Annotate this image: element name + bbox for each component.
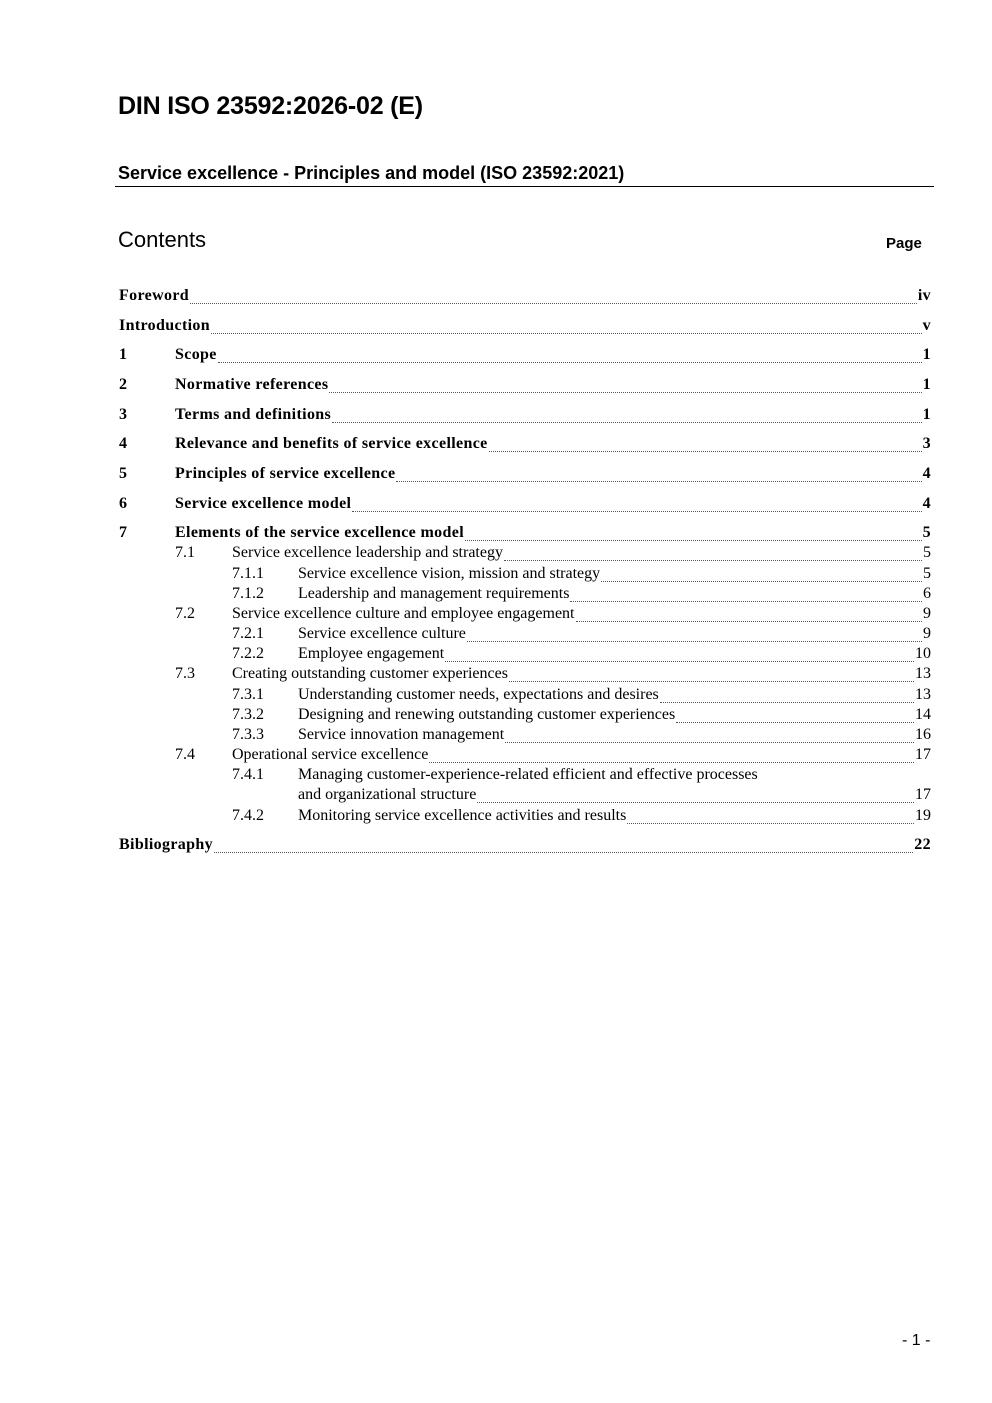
toc-entry-title: Normative references	[175, 376, 329, 393]
page-column-heading: Page	[886, 235, 922, 252]
toc-entry-7-3[interactable]	[175, 665, 931, 685]
toc-entry-number: 4	[119, 435, 128, 452]
toc-leader	[601, 581, 922, 582]
toc-leader	[660, 702, 914, 703]
toc-leader	[627, 823, 914, 824]
toc-entry-page: 1	[922, 376, 931, 393]
toc-entry-page: iv	[917, 287, 931, 304]
title-rule	[115, 186, 934, 187]
toc-entry-number: 7.3.2	[232, 706, 264, 723]
toc-entry-page: 4	[922, 495, 931, 512]
toc-entry-7-4-1[interactable]	[298, 786, 931, 806]
page-number: - 1 -	[902, 1332, 931, 1349]
toc-entry-number: 3	[119, 406, 128, 423]
toc-entry-number: 7.4.1	[232, 766, 264, 783]
toc-entry-title: Service excellence vision, mission and strategy	[298, 565, 601, 582]
toc-leader	[477, 802, 914, 803]
toc-entry-title: Bibliography	[119, 836, 214, 853]
toc-leader	[467, 641, 922, 642]
toc-leader	[190, 303, 917, 304]
contents-heading: Contents	[118, 227, 207, 252]
toc-entry-title: Leadership and management requirements	[298, 585, 570, 602]
toc-entry-title: Managing customer-experience-related efficient and effective processes	[298, 766, 758, 783]
toc-entry-page: 14	[915, 706, 931, 723]
toc-entry-number: 7.2.1	[232, 625, 264, 642]
toc-entry-7-3-1[interactable]	[232, 686, 931, 706]
toc-leader	[489, 451, 922, 452]
toc-entry-page: 6	[923, 585, 931, 602]
toc-entry-page: 9	[923, 625, 931, 642]
toc-entry-7-4-1-line1[interactable]	[232, 766, 758, 784]
toc-leader	[445, 661, 914, 662]
toc-leader	[676, 722, 914, 723]
toc-entry-page: 4	[922, 465, 931, 482]
toc-leader	[576, 621, 923, 622]
toc-entry-title: Designing and renewing outstanding customer experiences	[298, 706, 676, 723]
toc-entry-number: 7.2	[175, 605, 195, 622]
toc-entry-terms-and-definitions[interactable]	[119, 406, 931, 426]
toc-entry-number: 7.4	[175, 746, 195, 763]
toc-entry-page: 17	[915, 746, 931, 763]
toc-leader	[352, 511, 921, 512]
toc-entry-normative-references[interactable]	[119, 376, 931, 396]
toc-entry-number: 7.1.1	[232, 565, 264, 582]
toc-entry-page: 13	[915, 665, 931, 682]
toc-entry-page: 10	[915, 645, 931, 662]
toc-entry-service-excellence-model[interactable]	[119, 495, 931, 515]
toc-entry-title: Foreword	[119, 287, 190, 304]
toc-entry-page: 3	[922, 435, 931, 452]
toc-entry-title: Operational service excellence	[232, 746, 429, 763]
toc-entry-elements[interactable]	[119, 524, 931, 544]
toc-entry-page: 13	[915, 686, 931, 703]
toc-entry-title-continued: and organizational structure	[298, 786, 477, 803]
toc-leader	[214, 852, 913, 853]
toc-entry-title: Terms and definitions	[175, 406, 332, 423]
toc-entry-page: 17	[915, 786, 931, 803]
toc-leader	[211, 333, 922, 334]
toc-entry-number: 7.1.2	[232, 585, 264, 602]
toc-entry-foreword[interactable]	[119, 287, 931, 307]
toc-entry-bibliography[interactable]	[119, 836, 931, 856]
toc-leader	[570, 601, 922, 602]
toc-entry-title: Understanding customer needs, expectations and desires	[298, 686, 659, 703]
toc-entry-number: 7.3.3	[232, 726, 264, 743]
toc-leader	[429, 762, 914, 763]
document-subtitle: Service excellence - Principles and model (ISO 23592:2021)	[118, 163, 625, 183]
toc-entry-title: Monitoring service excellence activities and results	[298, 807, 627, 824]
document-title: DIN ISO 23592:2026-02 (E)	[118, 92, 423, 120]
toc-entry-7-1-2[interactable]	[232, 585, 931, 605]
toc-entry-number: 7.3	[175, 665, 195, 682]
toc-leader	[396, 481, 921, 482]
toc-entry-page: 5	[922, 524, 931, 541]
toc-leader	[218, 362, 922, 363]
toc-leader	[465, 540, 922, 541]
toc-entry-title: Elements of the service excellence model	[175, 524, 465, 541]
toc-entry-7-2-1[interactable]	[232, 625, 931, 645]
toc-entry-number: 6	[119, 495, 128, 512]
toc-entry-title: Service innovation management	[298, 726, 505, 743]
toc-entry-page: v	[922, 317, 931, 334]
toc-entry-number: 7.2.2	[232, 645, 264, 662]
toc-entry-page: 22	[914, 836, 931, 853]
toc-entry-scope[interactable]	[119, 346, 931, 366]
toc-entry-page: 1	[922, 346, 931, 363]
toc-entry-relevance-and-benefits[interactable]	[119, 435, 931, 455]
toc-entry-7-3-2[interactable]	[232, 706, 931, 726]
toc-leader	[505, 742, 914, 743]
toc-entry-page: 5	[923, 565, 931, 582]
toc-leader	[504, 560, 922, 561]
toc-entry-page: 1	[922, 406, 931, 423]
toc-entry-title: Creating outstanding customer experiences	[232, 665, 508, 682]
toc-entry-page: 19	[915, 807, 931, 824]
toc-entry-7-1[interactable]	[175, 544, 931, 564]
toc-entry-title: Scope	[175, 346, 217, 363]
toc-entry-page: 5	[923, 544, 931, 561]
toc-entry-7-3-3[interactable]	[232, 726, 931, 746]
toc-entry-7-4[interactable]	[175, 746, 931, 766]
toc-entry-number: 1	[119, 346, 128, 363]
toc-entry-7-2[interactable]	[175, 605, 931, 625]
toc-entry-introduction[interactable]	[119, 317, 931, 337]
toc-entry-number: 7.4.2	[232, 807, 264, 824]
toc-leader	[332, 422, 922, 423]
toc-entry-title: Principles of service excellence	[175, 465, 396, 482]
toc-leader	[329, 392, 921, 393]
toc-entry-number: 7.1	[175, 544, 195, 561]
toc-entry-title: Service excellence model	[175, 495, 352, 512]
toc-entry-page: 9	[923, 605, 931, 622]
toc-entry-7-4-2[interactable]	[232, 807, 931, 827]
toc-entry-title: Relevance and benefits of service excellence	[175, 435, 488, 452]
toc-entry-title: Service excellence leadership and strategy	[232, 544, 503, 561]
toc-entry-number: 7.3.1	[232, 686, 264, 703]
toc-entry-title: Employee engagement	[298, 645, 445, 662]
toc-entry-7-1-1[interactable]	[232, 565, 931, 585]
toc-entry-title: Introduction	[119, 317, 211, 334]
toc-entry-title: Service excellence culture	[298, 625, 466, 642]
toc-entry-title: Service excellence culture and employee engagement	[232, 605, 575, 622]
toc-leader	[509, 681, 914, 682]
toc-entry-number: 7	[119, 524, 128, 541]
toc-entry-principles[interactable]	[119, 465, 931, 485]
toc-entry-number: 5	[119, 465, 128, 482]
toc-entry-number: 2	[119, 376, 128, 393]
toc-entry-7-2-2[interactable]	[232, 645, 931, 665]
toc-entry-page: 16	[915, 726, 931, 743]
